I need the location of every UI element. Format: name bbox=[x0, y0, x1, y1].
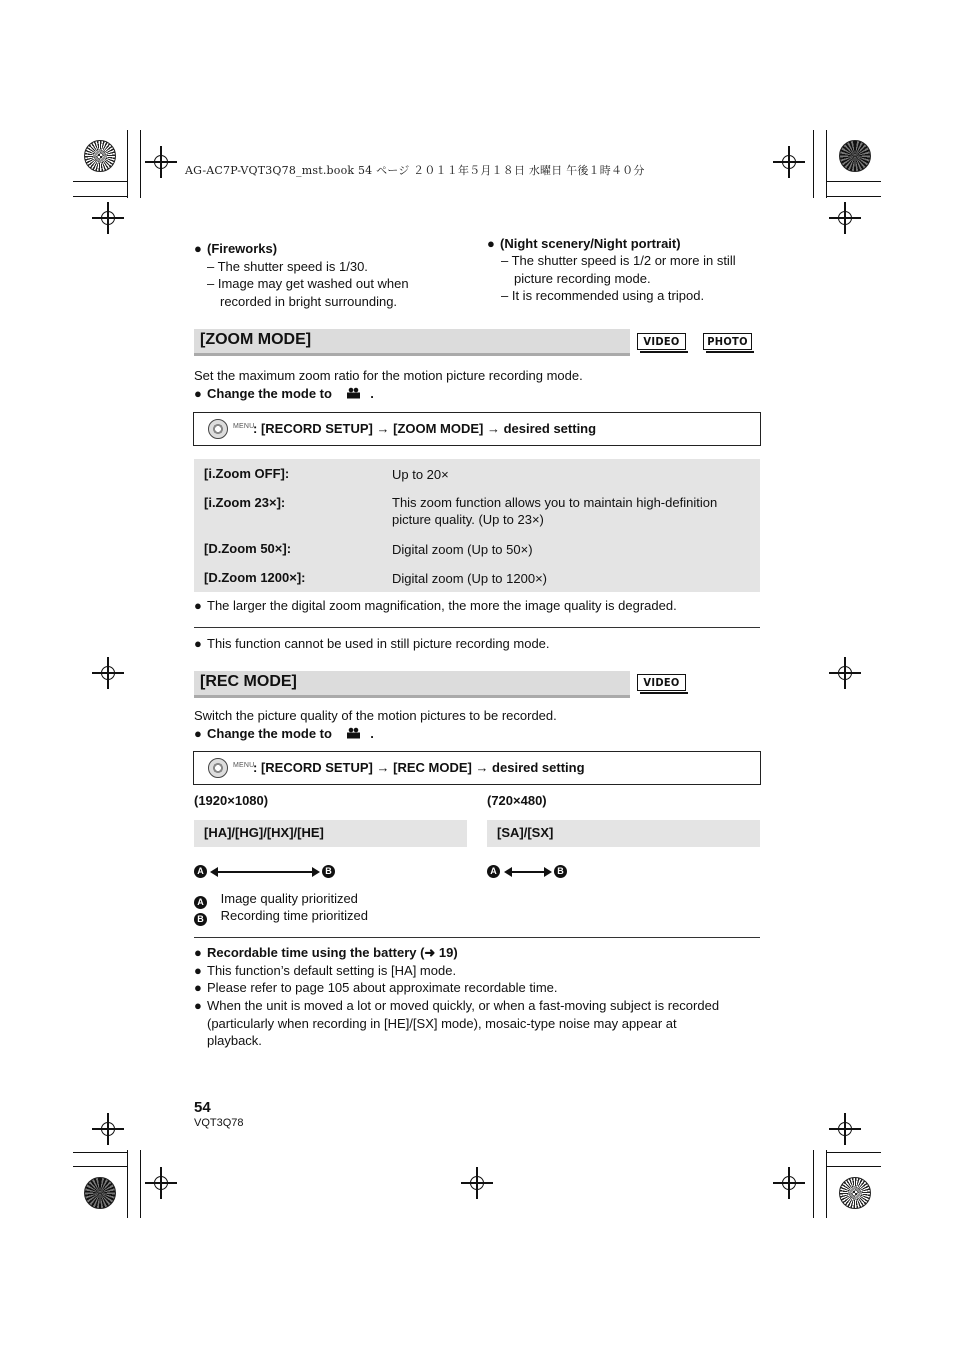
hd-modes-label: [HA]/[HG]/[HX]/[HE] bbox=[204, 825, 324, 840]
night-heading: ● (Night scenery/Night portrait) bbox=[487, 236, 681, 251]
rec-note: ● When the unit is moved a lot or moved quickly, or when a fast-moving subject is recorded bbox=[194, 998, 720, 1013]
crosshair-icon bbox=[154, 155, 168, 169]
crosshair-icon bbox=[101, 1122, 115, 1136]
rec-note-continued: playback. bbox=[207, 1033, 262, 1048]
marker-b-icon: B bbox=[554, 865, 567, 878]
menu-path: : [RECORD SETUP] → [REC MODE] → desired setting bbox=[253, 760, 585, 775]
resolution-1080-header: (1920×1080) bbox=[194, 793, 269, 808]
video-mode-badge: VIDEO bbox=[637, 674, 686, 691]
zoom-note-still: ● This function cannot be used in still picture recording mode. bbox=[194, 636, 550, 651]
change-mode-instruction: ● Change the mode to . bbox=[194, 386, 374, 401]
sd-quality-arrow bbox=[487, 865, 577, 879]
crosshair-icon bbox=[101, 666, 115, 680]
zoom-row-label: [D.Zoom 50×]: bbox=[204, 541, 292, 556]
divider bbox=[194, 937, 760, 938]
zoom-row-label: [D.Zoom 1200×]: bbox=[204, 570, 306, 585]
registration-rosette-icon bbox=[84, 140, 116, 172]
menu-button-icon bbox=[208, 419, 228, 439]
registration-rosette-icon bbox=[839, 140, 871, 172]
rec-mode-title: [REC MODE] bbox=[200, 673, 297, 690]
zoom-mode-menu-path-box bbox=[193, 412, 761, 446]
menu-tag: MENU bbox=[233, 423, 255, 430]
double-arrow-icon bbox=[504, 865, 552, 879]
legend-a: A Image quality prioritized bbox=[194, 891, 358, 909]
sd-modes-cell bbox=[487, 820, 760, 847]
crosshair-icon bbox=[782, 155, 796, 169]
crosshair-icon bbox=[782, 1176, 796, 1190]
photo-mode-badge: PHOTO bbox=[703, 333, 752, 350]
video-camera-icon bbox=[346, 727, 361, 739]
zoom-row-label: [i.Zoom 23×]: bbox=[204, 495, 286, 510]
zoom-row-label: [i.Zoom OFF]: bbox=[204, 466, 290, 481]
night-item: – The shutter speed is 1/2 or more in still bbox=[501, 253, 736, 268]
menu-tag: MENU bbox=[233, 762, 255, 769]
bullet-icon: ● bbox=[194, 963, 202, 978]
night-item-continued: picture recording mode. bbox=[514, 271, 651, 286]
crosshair-icon bbox=[101, 211, 115, 225]
bullet-icon: ● bbox=[194, 980, 202, 995]
rec-mode-intro: Switch the picture quality of the motion pictures to be recorded. bbox=[194, 708, 557, 723]
marker-a-icon: A bbox=[194, 896, 207, 909]
zoom-row-value: Digital zoom (Up to 1200×) bbox=[392, 571, 547, 586]
fireworks-item: – Image may get washed out when bbox=[207, 276, 409, 291]
night-item: – It is recommended using a tripod. bbox=[501, 288, 705, 303]
video-camera-icon bbox=[346, 387, 361, 399]
crosshair-icon bbox=[838, 666, 852, 680]
marker-b-icon: B bbox=[322, 865, 335, 878]
zoom-row-value: Up to 20× bbox=[392, 467, 449, 482]
bullet-icon: ● bbox=[194, 945, 202, 960]
crosshair-icon bbox=[154, 1176, 168, 1190]
zoom-settings-table bbox=[194, 459, 760, 592]
document-code: VQT3Q78 bbox=[194, 1117, 244, 1129]
registration-rosette-icon bbox=[839, 1177, 871, 1209]
print-header: AG-AC7P-VQT3Q78_mst.book 54 ページ ２０１１年５月１８日 水曜日 午後１時４０分 bbox=[185, 164, 645, 177]
menu-button-icon bbox=[208, 758, 228, 778]
bullet-icon: ● bbox=[194, 598, 202, 613]
registration-rosette-icon bbox=[84, 1177, 116, 1209]
video-mode-badge: VIDEO bbox=[637, 333, 686, 350]
marker-a-icon: A bbox=[194, 865, 207, 878]
fireworks-item-continued: recorded in bright surrounding. bbox=[220, 294, 398, 309]
rec-note-continued: (particularly when recording in [HE]/[SX] mode), mosaic-type noise may appear at bbox=[207, 1016, 677, 1031]
divider bbox=[194, 627, 760, 628]
bullet-icon: ● bbox=[487, 236, 495, 251]
marker-b-icon: B bbox=[194, 913, 207, 926]
zoom-mode-title: [ZOOM MODE] bbox=[200, 331, 312, 348]
crosshair-icon bbox=[838, 1122, 852, 1136]
bullet-icon: ● bbox=[194, 636, 202, 651]
hd-modes-cell bbox=[194, 820, 467, 847]
double-arrow-icon bbox=[210, 865, 320, 879]
menu-path: : [RECORD SETUP] → [ZOOM MODE] → desired setting bbox=[253, 421, 597, 436]
zoom-mode-intro: Set the maximum zoom ratio for the motion picture recording mode. bbox=[194, 368, 583, 383]
fireworks-item: – The shutter speed is 1/30. bbox=[207, 259, 368, 274]
zoom-note: ● The larger the digital zoom magnification, the more the image quality is degraded. bbox=[194, 598, 677, 613]
bullet-icon: ● bbox=[194, 386, 202, 401]
rec-note: ● Please refer to page 105 about approximate recordable time. bbox=[194, 980, 558, 995]
bullet-icon: ● bbox=[194, 726, 202, 741]
zoom-row-value: This zoom function allows you to maintain high-definition picture quality. (Up to 23×) bbox=[392, 495, 718, 527]
resolution-480-header: (720×480) bbox=[487, 793, 547, 808]
sd-modes-label: [SA]/[SX] bbox=[497, 825, 554, 840]
hd-quality-arrow bbox=[194, 865, 344, 879]
rec-note-battery: ● Recordable time using the battery (➜ 19) bbox=[194, 945, 458, 960]
zoom-row-value: Digital zoom (Up to 50×) bbox=[392, 542, 533, 557]
bullet-icon: ● bbox=[194, 998, 202, 1013]
bullet-icon: ● bbox=[194, 241, 202, 256]
crosshair-icon bbox=[838, 211, 852, 225]
rec-mode-menu-path-box bbox=[193, 751, 761, 785]
fireworks-heading: ● (Fireworks) bbox=[194, 241, 278, 256]
change-mode-instruction: ● Change the mode to . bbox=[194, 726, 374, 741]
crosshair-icon bbox=[470, 1176, 484, 1190]
page-number: 54 bbox=[194, 1099, 211, 1116]
marker-a-icon: A bbox=[487, 865, 500, 878]
rec-note: ● This function’s default setting is [HA] mode. bbox=[194, 963, 457, 978]
legend-b: B Recording time prioritized bbox=[194, 908, 368, 926]
